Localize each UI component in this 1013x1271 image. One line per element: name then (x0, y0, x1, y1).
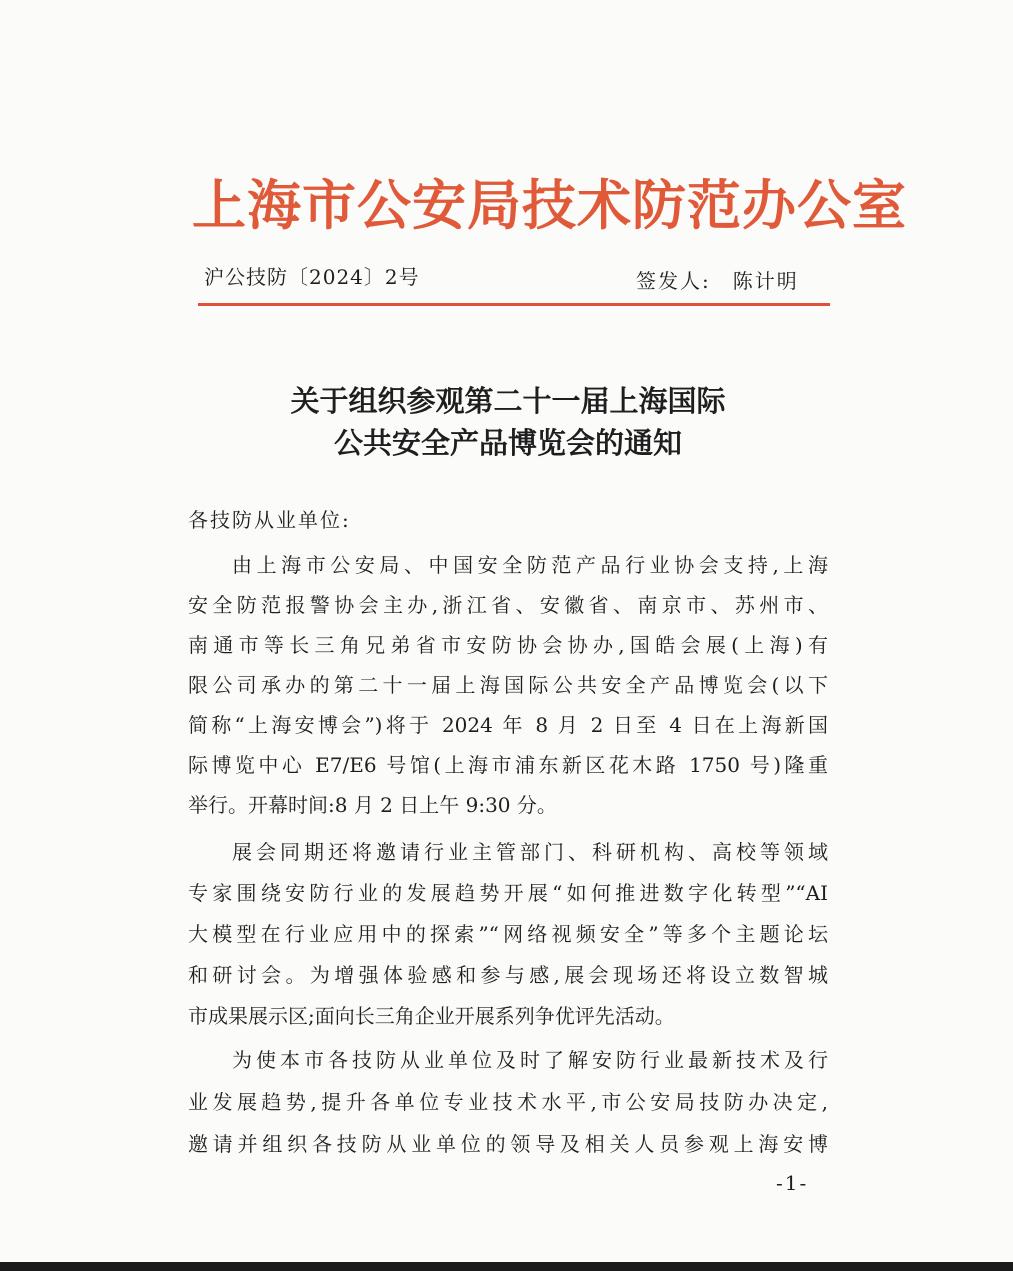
body-line: 大模型在行业应用中的探索”“网络视频安全”等多个主题论坛 (188, 922, 828, 946)
body-line: 举行。开幕时间:8 月 2 日上午 9:30 分。 (188, 793, 557, 817)
office-header: 上海市公安局技术防范办公室 (192, 173, 907, 237)
body-line: 展会同期还将邀请行业主管部门、科研机构、高校等领域 (232, 840, 828, 864)
body-line: 专家围绕安防行业的发展趋势开展“如何推进数字化转型”“AI (188, 881, 828, 905)
body-line: 市成果展示区;面向长三角企业开展系列争优评先活动。 (188, 1004, 675, 1028)
body-line: 为使本市各技防从业单位及时了解安防行业最新技术及行 (232, 1048, 828, 1072)
screen-bottom-edge (0, 1262, 1013, 1271)
title-line-1: 关于组织参观第二十一届上海国际 (290, 384, 726, 418)
document-title (190, 380, 826, 464)
body-line: 安全防范报警协会主办,浙江省、安徽省、南京市、苏州市、 (188, 593, 828, 617)
red-header-rule (198, 303, 830, 306)
body-line: 简称“上海安博会”)将于 2024 年 8 月 2 日至 4 日在上海新国 (188, 713, 828, 737)
document-number: 沪公技防〔2024〕2号 (204, 265, 420, 289)
body-line: 和研讨会。为增强体验感和参与感,展会现场还将设立数智城 (188, 963, 828, 987)
issuer (636, 266, 799, 296)
body-line: 际博览中心 E7/E6 号馆(上海市浦东新区花木路 1750 号)隆重 (188, 753, 828, 777)
body-line: 邀请并组织各技防从业单位的领导及相关人员参观上海安博 (188, 1132, 828, 1156)
body-line: 南通市等长三角兄弟省市安防协会协办,国皓会展(上海)有 (188, 633, 828, 657)
body-line: 限公司承办的第二十一届上海国际公共安全产品博览会(以下 (188, 673, 828, 697)
salutation: 各技防从业单位: (188, 508, 351, 532)
body-line: 由上海市公安局、中国安全防范产品行业协会支持,上海 (232, 553, 828, 577)
title-line-2: 公共安全产品博览会的通知 (333, 426, 682, 460)
issuer-name: 陈计明 (732, 269, 799, 293)
page-number: -1- (776, 1171, 809, 1195)
body-line: 业发展趋势,提升各单位专业技术水平,市公安局技防办决定, (188, 1090, 828, 1114)
issuer-label: 签发人: (636, 269, 711, 293)
